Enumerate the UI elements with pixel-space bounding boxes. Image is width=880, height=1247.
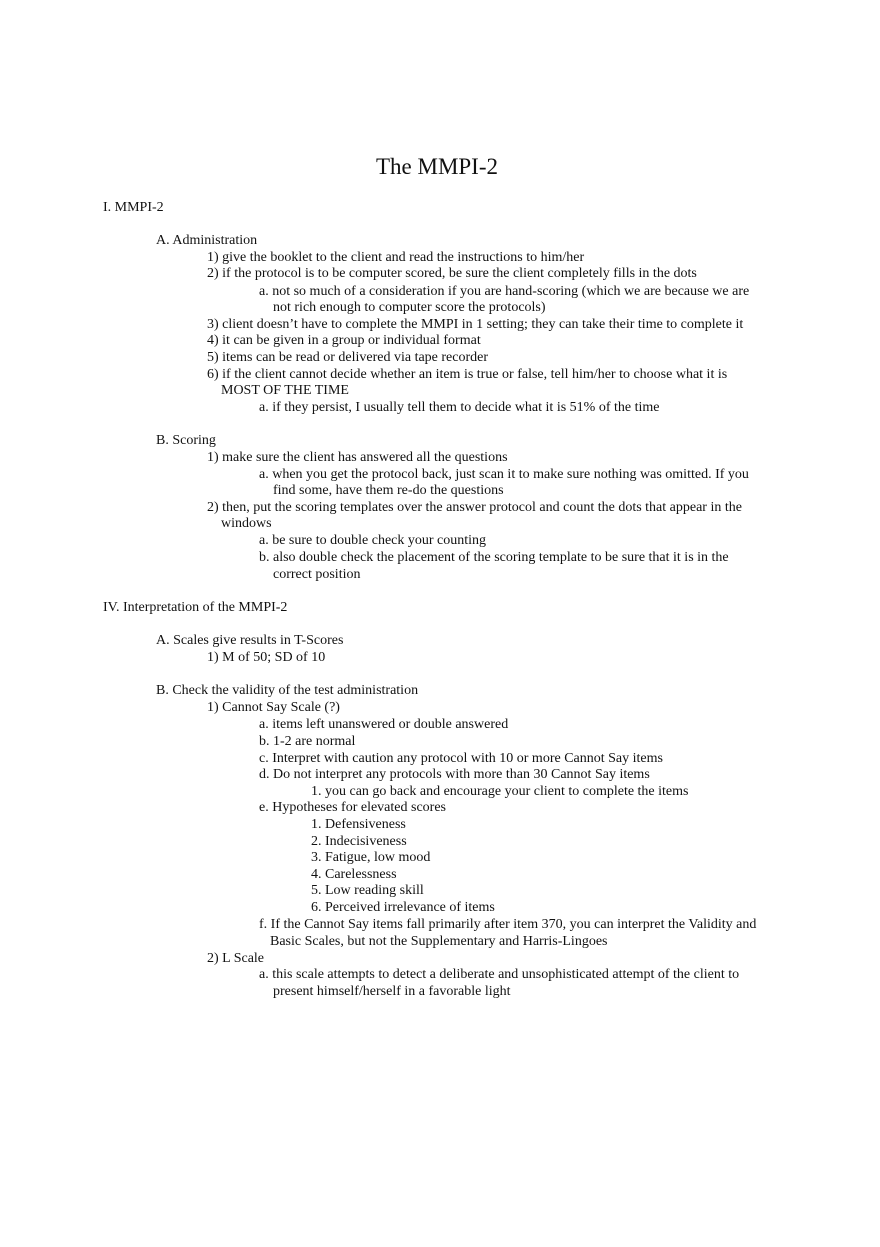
subsection-heading-validity: B. Check the validity of the test administration [156, 683, 419, 698]
list-item: c. Interpret with caution any protocol with 10 or more Cannot Say items [259, 751, 663, 766]
list-item: a. not so much of a consideration if you are hand-scoring (which we are because we are [259, 284, 750, 299]
list-item: 1) M of 50; SD of 10 [207, 650, 326, 665]
list-item: 2. Indecisiveness [311, 834, 407, 849]
section-heading-interpretation: IV. Interpretation of the MMPI-2 [103, 600, 288, 615]
list-item-continuation: present himself/herself in a favorable light [273, 984, 511, 999]
list-item: 1) Cannot Say Scale (?) [207, 700, 340, 715]
list-item: 4) it can be given in a group or individual format [207, 333, 481, 348]
list-item: a. this scale attempts to detect a deliberate and unsophisticated attempt of the client to [259, 967, 740, 982]
list-item: 4. Carelessness [311, 867, 397, 882]
list-item: a. when you get the protocol back, just scan it to make sure nothing was omitted. If you [259, 467, 749, 482]
list-item: b. also double check the placement of the scoring template to be sure that it is in the [259, 550, 729, 565]
list-item-continuation: windows [221, 516, 272, 531]
list-item: d. Do not interpret any protocols with more than 30 Cannot Say items [259, 767, 650, 782]
list-item-continuation: MOST OF THE TIME [221, 383, 349, 398]
list-item: 2) then, put the scoring templates over the answer protocol and count the dots that appear in the [207, 500, 742, 515]
list-item: 5) items can be read or delivered via tape recorder [207, 350, 489, 365]
list-item: 1) give the booklet to the client and read the instructions to him/her [207, 250, 585, 265]
list-item: a. items left unanswered or double answered [259, 717, 509, 732]
list-item-continuation: find some, have them re-do the questions [273, 483, 504, 498]
subsection-heading-scales: A. Scales give results in T-Scores [156, 633, 344, 648]
list-item: 3) client doesn’t have to complete the MMPI in 1 setting; they can take their time to complete it [207, 317, 744, 332]
list-item: 6. Perceived irrelevance of items [311, 900, 495, 915]
list-item: 2) L Scale [207, 951, 265, 966]
page-title: The MMPI-2 [375, 154, 499, 179]
list-item: 6) if the client cannot decide whether an item is true or false, tell him/her to choose what it is [207, 367, 728, 382]
list-item-continuation: not rich enough to computer score the protocols) [273, 300, 546, 315]
list-item: a. if they persist, I usually tell them to decide what it is 51% of the time [259, 400, 660, 415]
list-item: 1. you can go back and encourage your client to complete the items [311, 784, 689, 799]
list-item-continuation: correct position [273, 567, 361, 582]
list-item: a. be sure to double check your counting [259, 533, 487, 548]
list-item: 1) make sure the client has answered all the questions [207, 450, 508, 465]
subsection-heading-scoring: B. Scoring [156, 433, 216, 448]
list-item: e. Hypotheses for elevated scores [259, 800, 446, 815]
list-item: 1. Defensiveness [311, 817, 406, 832]
list-item: 5. Low reading skill [311, 883, 424, 898]
list-item: 2) if the protocol is to be computer scored, be sure the client completely fills in the dots [207, 266, 697, 281]
subsection-heading-administration: A. Administration [156, 233, 258, 248]
section-heading-mmpi2: I. MMPI-2 [103, 200, 164, 215]
list-item: 3. Fatigue, low mood [311, 850, 431, 865]
list-item: f. If the Cannot Say items fall primarily after item 370, you can interpret the Validity and [259, 917, 757, 932]
list-item-continuation: Basic Scales, but not the Supplementary and Harris-Lingoes [270, 934, 608, 949]
list-item: b. 1-2 are normal [259, 734, 356, 749]
